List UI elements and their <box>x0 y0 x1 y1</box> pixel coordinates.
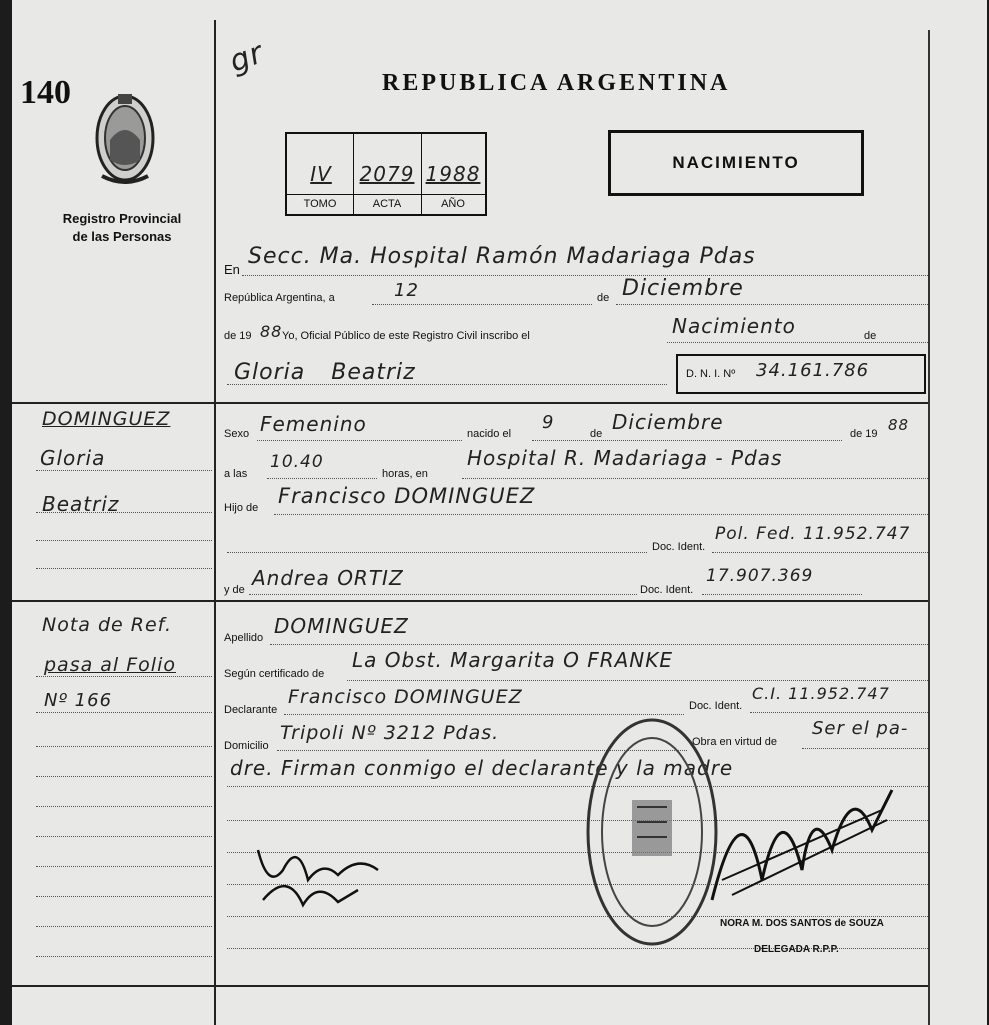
father-doc-value: Pol. Fed. 11.952.747 <box>715 524 911 544</box>
declarante-label: Declarante <box>224 704 278 716</box>
de-label: de <box>597 292 610 304</box>
declarant-signature-icon <box>248 830 388 920</box>
margin-divider-line <box>214 20 216 1025</box>
margin-note-2: pasa al Folio <box>44 654 176 676</box>
act-type-box <box>608 130 864 196</box>
section-separator-2 <box>12 600 928 602</box>
birth-day-value: 9 <box>542 412 555 433</box>
official-stamp-icon <box>582 712 722 952</box>
child-name-value: Gloria Beatriz <box>234 360 416 385</box>
obra-value: Ser el pa- <box>812 718 909 739</box>
mother-name-value: Andrea ORTIZ <box>252 566 404 590</box>
country-title: REPUBLICA ARGENTINA <box>382 70 731 96</box>
declarante-value: Francisco DOMINGUEZ <box>288 686 523 708</box>
officer-text: Yo, Oficial Público de este Registro Civil inscribo el <box>282 330 530 342</box>
declarante-doc-value: C.I. 11.952.747 <box>752 684 890 703</box>
inscription-value: Nacimiento <box>672 314 796 338</box>
hijo-label: Hijo de <box>224 502 259 514</box>
registry-line-2: de las Personas <box>72 229 172 244</box>
en-label: En <box>224 262 240 277</box>
father-name-value: Francisco DOMINGUEZ <box>278 484 536 508</box>
y-de-label: y de <box>224 584 245 596</box>
hour-value: 10.40 <box>270 452 324 472</box>
nacido-label: nacido el <box>467 428 512 440</box>
apellido-label: Apellido <box>224 632 264 644</box>
place-value: Hospital R. Madariaga - Pdas <box>467 446 783 470</box>
dni-label: D. N. I. Nº <box>686 368 736 380</box>
right-border-line <box>928 30 930 1025</box>
mother-doc-value: 17.907.369 <box>706 566 814 586</box>
segun-label: Según certificado de <box>224 668 325 680</box>
doc-ident-label-2: Doc. Ident. <box>640 584 694 596</box>
registry-name <box>42 210 202 246</box>
acta-label: ACTA <box>372 198 402 210</box>
margin-note-3: Nº 166 <box>44 690 113 711</box>
registry-line-1: Registro Provincial <box>62 211 182 226</box>
birth-year-prefix: de 19 <box>850 428 878 440</box>
dni-box <box>676 354 926 394</box>
initial-mark: gr <box>225 35 269 80</box>
tomo-label: TOMO <box>303 198 337 210</box>
margin-note-1: Nota de Ref. <box>42 614 173 636</box>
dni-value: 34.161.786 <box>756 360 870 381</box>
folio-number: 140 <box>20 74 71 111</box>
provincial-seal-icon <box>90 80 160 190</box>
day-value: 12 <box>394 280 419 301</box>
de-label-2: de <box>864 330 877 342</box>
officer-signature-icon <box>702 760 902 920</box>
apellido-value: DOMINGUEZ <box>274 614 409 638</box>
sexo-value: Femenino <box>260 412 367 436</box>
tomo-value: IV <box>310 162 332 186</box>
section-separator-1 <box>12 402 928 404</box>
officer-title: DELEGADA R.P.P. <box>754 944 839 955</box>
month-value: Diciembre <box>622 276 744 301</box>
birth-certificate-page <box>12 0 987 1025</box>
margin-surname: DOMINGUEZ <box>42 408 171 430</box>
birth-year-value: 88 <box>888 416 910 434</box>
de-label-3: de <box>590 428 603 440</box>
year-value: 88 <box>260 322 283 341</box>
act-type-label: NACIMIENTO <box>672 153 800 172</box>
margin-given-1: Gloria <box>40 446 106 470</box>
officer-name: NORA M. DOS SANTOS de SOUZA <box>720 918 884 929</box>
doc-ident-label-3: Doc. Ident. <box>689 700 743 712</box>
segun-value: La Obst. Margarita O FRANKE <box>352 648 673 672</box>
doc-ident-label-1: Doc. Ident. <box>652 541 706 553</box>
birth-month-value: Diciembre <box>612 410 724 434</box>
act-table <box>285 132 487 216</box>
domicilio-label: Domicilio <box>224 740 269 752</box>
section-separator-3 <box>12 985 928 987</box>
horas-label: horas, en <box>382 468 428 480</box>
obra-label: Obra en virtud de <box>692 736 777 748</box>
ano-label: AÑO <box>441 198 465 210</box>
year-prefix: de 19 <box>224 330 252 342</box>
domicilio-value: Tripoli Nº 3212 Pdas. <box>280 722 500 744</box>
ano-value: 1988 <box>425 162 481 186</box>
alas-label: a las <box>224 468 248 480</box>
extra-line-value: dre. Firman conmigo el declarante y la madre <box>230 756 734 780</box>
sexo-label: Sexo <box>224 428 250 440</box>
republic-label: República Argentina, a <box>224 292 335 304</box>
en-value: Secc. Ma. Hospital Ramón Madariaga Pdas <box>248 244 756 269</box>
margin-given-2: Beatriz <box>42 492 120 516</box>
acta-value: 2079 <box>359 162 415 186</box>
